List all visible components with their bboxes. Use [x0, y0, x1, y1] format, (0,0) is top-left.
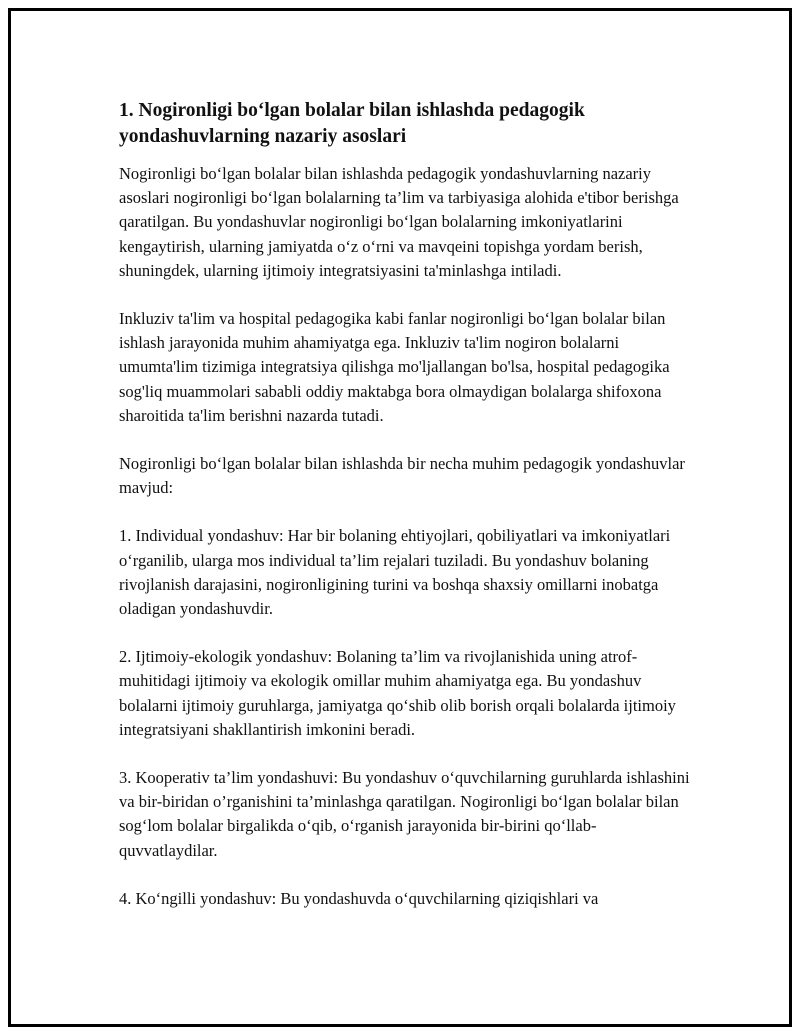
paragraph-individual-approach: 1. Individual yondashuv: Har bir bolaning ehtiyojlari, qobiliyatlari va imkoniyatlari o‘rganilib, ularga mos individual ta’lim rejalari tuziladi. Bu yondashuv bolaning rivojlanish darajasini, nogironligining turini va boshqa shaxsiy omillarni inobatga oladigan yondashuvdir. — [119, 526, 671, 619]
paragraph-cooperative-approach: 3. Kooperativ ta’lim yondashuvi: Bu yondashuv o‘quvchilarning guruhlarda ishlashini va bir-biridan o’rganishini ta’minlashga qaratilgan. Nogironligi bo‘lgan bolalar bilan sog‘lom bolalar birgalikda o‘qib, o‘rganish jarayonida bir-birini qo‘llab-quvvatlaydilar. — [119, 768, 690, 860]
page — [8, 8, 792, 1027]
paragraph-intro: Nogironligi bo‘lgan bolalar bilan ishlashda pedagogik yondashuvlarning nazariy asoslari nogironligi bo‘lgan bolalarning ta’lim va tarbiyasiga alohida e'tibor berishga qaratilgan. Bu yondashuvlar nogironligi bo‘lgan bolalarning imkoniyatlarini kengaytirish, ularning jamiyatda o‘z o‘rni va mavqeini topishga yordam berish, shuningdek, ularning ijtimoiy integratsiyasini ta'minlashga intiladi. — [119, 164, 679, 280]
paragraph-inclusive-education: Inkluziv ta'lim va hospital pedagogika kabi fanlar nogironligi bo‘lgan bolalar bilan ishlash jarayonida muhim ahamiyatga ega. Inkluziv ta'lim nogiron bolalarni umumta'lim tizimiga integratsiya qilishga mo'ljallangan bo'lsa, hospital pedagogika sog'liq muammolari sababli oddiy maktabga bora olmaydigan bolalarga shifoxona sharoitida ta'lim berishni nazarda tutadi. — [119, 309, 670, 425]
paragraph-volunteer-approach: 4. Ko‘ngilli yondashuv: Bu yondashuvda o‘quvchilarning qiziqishlari va — [119, 888, 599, 908]
paragraph-approaches-lead: Nogironligi bo‘lgan bolalar bilan ishlashda bir necha muhim pedagogik yondashuvlar mavjud: — [119, 454, 685, 498]
document-body — [119, 98, 693, 935]
section-title: 1. Nogironligi bo‘lgan bolalar bilan ishlashda pedagogik yondashuvlarning nazariy asoslari — [119, 100, 585, 147]
paragraph-social-ecological-approach: 2. Ijtimoiy-ekologik yondashuv: Bolaning ta’lim va rivojlanishida uning atrof-muhitidagi ijtimoiy va ekologik omillar muhim ahamiyatga ega. Bu yondashuv bolalarni ijtimoiy guruhlarga, jamiyatga qo‘shib olib borish orqali bolalarda ijtimoiy integratsiyani shakllantirish imkonini beradi. — [119, 647, 676, 739]
